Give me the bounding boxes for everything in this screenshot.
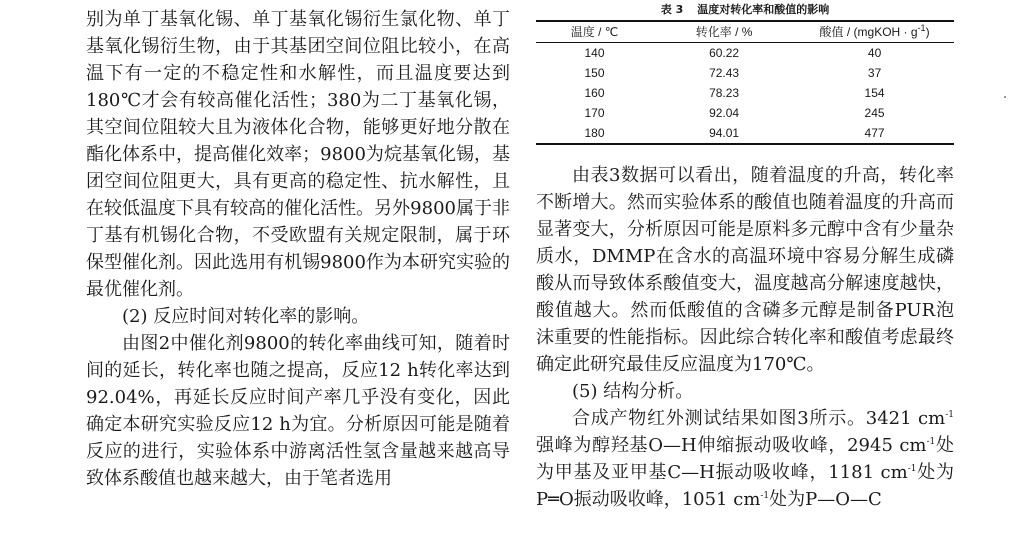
header-temperature: 温度 / ℃ [570, 25, 619, 39]
table-3 [536, 0, 954, 145]
paragraph-ir-results: 合成产物红外测试结果如图3所示。3421 $cm^{-1}$强峰为醇羟基O—H伸缩振动吸收峰，2945 $cm^{-1}$处为甲基及亚甲基C—H振动吸收峰，1181 $cm^{-1}$处为P═O振动吸收峰，1051 $cm^{-1}$处为P—O—C [536, 408, 955, 510]
cell-conversion: 72.43 [709, 66, 740, 80]
paragraph-catalyst-comparison: 别为单丁基氧化锡、单丁基氧化锡衍生氯化物、单丁基氧化锡衍生物，由于其基团空间位阻比较小，在高温下有一定的不稳定性和水解性，而且温度要达到180℃才会有较高催化活性；380为二丁基氧化锡，其空间位阻较大且为液体化合物，能够更好地分散在酯化体系中，提高催化效率；9800为烷基氧化锡，基团空间位阻更大，具有更高的稳定性、抗水解性，且在较低温度下具有较高的催化活性。另外9800属于非丁基有机锡化合物，不受欧盟有关规定限制，属于环保型催化剂。因此选用有机锡9800作为本研究实验的最优催化剂。 [86, 9, 510, 300]
cell-conversion: 78.23 [709, 86, 740, 100]
table-row [536, 103, 954, 123]
cell-acid-value: 40 [867, 46, 882, 60]
cell-temperature: 170 [584, 106, 605, 120]
table-row [536, 83, 954, 103]
cell-temperature: 140 [584, 46, 605, 60]
cell-temperature: 180 [584, 126, 605, 140]
cell-acid-value: 245 [864, 106, 885, 120]
data-table [536, 20, 954, 145]
table-row [536, 63, 954, 83]
scan-speck [1004, 96, 1006, 98]
table-row [536, 43, 954, 64]
cell-acid-value: 477 [864, 126, 885, 140]
cell-acid-value: 154 [864, 86, 885, 100]
cell-temperature: 150 [584, 66, 605, 80]
table-title: 温度对转化率和酸值的影响 [697, 3, 830, 16]
heading-structure-analysis: (5) 结构分析。 [572, 381, 694, 402]
cell-conversion: 94.01 [709, 126, 740, 140]
paragraph-reaction-time: 由图2中催化剂9800的转化率曲线可知，随着时间的延长，转化率也随之提高，反应12 h转化率达到92.04%，再延长反应时间产率几乎没有变化，因此确定本研究实验反应12 h为宜。分析原因可能是随着反应的进行，实验体系中游离活性氢含量越来越高导致体系酸值也越来越大，由于笔者选用 [86, 333, 510, 489]
cell-acid-value: 37 [867, 66, 882, 80]
table-number: 表 3 [660, 3, 684, 16]
paragraph-temperature-analysis: 由表3数据可以看出，随着温度的升高，转化率不断增大。然而实验体系的酸值也随着温度的升高而显著变大，分析原因可能是原料多元醇中含有少量杂质水，DMMP在含水的高温环境中容易分解生成磷酸从而导致体系酸值变大，温度越高分解速度越快，酸值越大。然而低酸值的含磷多元醇是制备PUR泡沫重要的性能指标。因此综合转化率和酸值考虑最终确定此研究最佳反应温度为170℃。 [536, 165, 954, 375]
header-acid-value: 酸值 / (mgKOH · $g^{-1}$) [819, 23, 930, 39]
cell-temperature: 160 [584, 86, 605, 100]
header-conversion: 转化率 / % [695, 25, 753, 39]
table-caption [536, 0, 954, 20]
heading-reaction-time: (2) 反应时间对转化率的影响。 [122, 306, 370, 327]
table-row [536, 123, 954, 144]
right-column [536, 162, 954, 513]
left-column [86, 6, 510, 492]
table-header-row [536, 21, 954, 43]
cell-conversion: 92.04 [709, 106, 740, 120]
cell-conversion: 60.22 [709, 46, 740, 60]
